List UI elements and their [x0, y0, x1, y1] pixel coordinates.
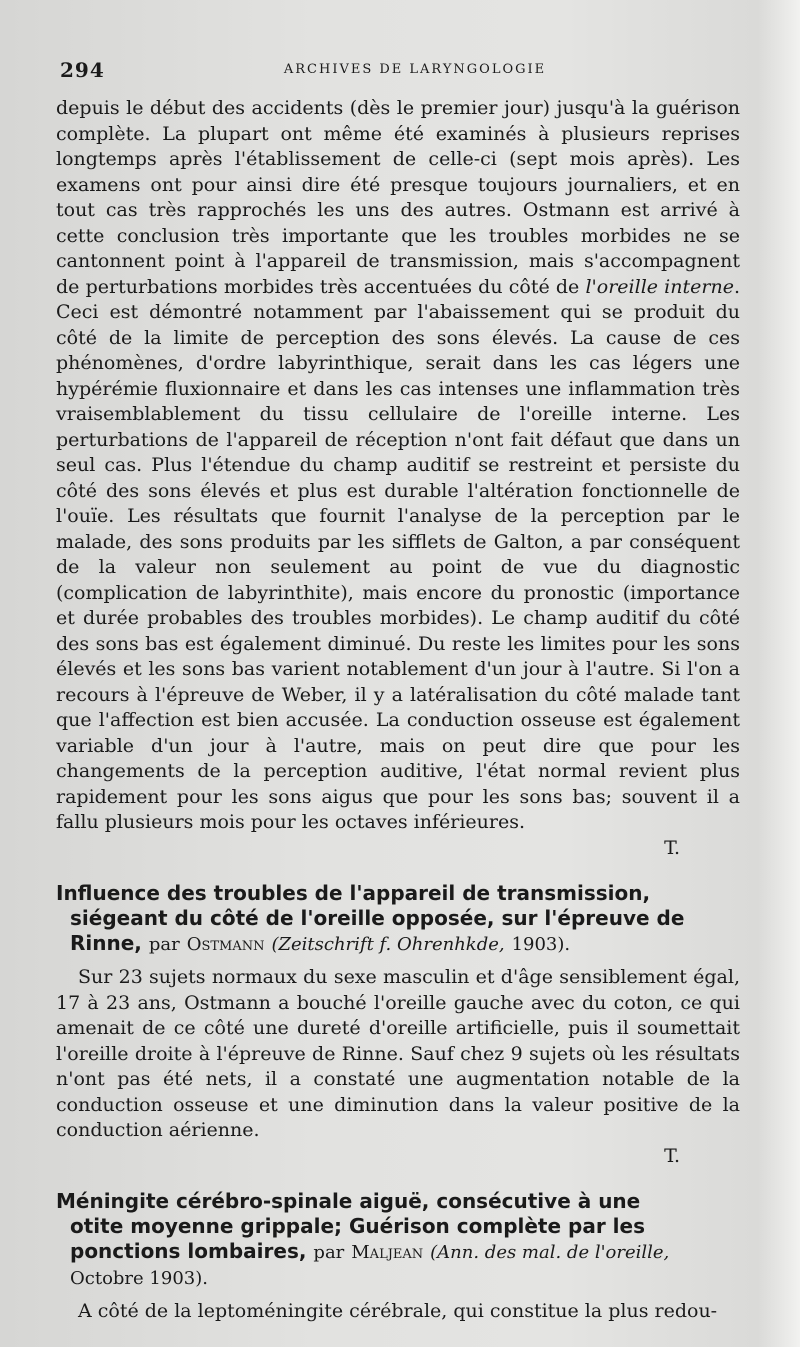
article2-title-line1: Influence des troubles de l'appareil de transmission, — [56, 881, 651, 905]
article3-title — [56, 1189, 740, 1291]
article2-journal: (Zeitschrift f. Ohrenhkde, — [271, 934, 505, 955]
article2-title-line3: Rinne, — [70, 931, 142, 955]
article2-author: Ostmann — [186, 934, 265, 955]
page-edge-shadow — [758, 0, 800, 1347]
section1-text-b: . Ceci est démontré notamment par l'abaissement qui se produit du côté de la limite de perception des sons élevés. La cause de ces phénomènes, d'ordre labyrinthique, serait dans les cas légers une hypérémie fluxionnaire et dans les cas intenses une inflammation très vraisemblablement du tissu cellulaire de l'oreille interne. Les perturbations de l'appareil de réception n'ont fait défaut que dans un seul cas. Plus l'étendue du champ auditif se restreint et persiste du côté des sons élevés et plus est durable l'altération fonctionnelle de l'ouïe. Les résultats que fournit l'analyse de la perception par le malade, des sons produits par les sifflets de Galton, a par conséquent de la valeur non seulement au point de vue du diagnostic (complication de labyrinthite), mais encore du pronostic (importance et durée probables des troubles morbides). Le champ auditif du côté des sons bas est également diminué. Du reste les limites pour les sons élevés et les sons bas varient notablement d'un jour à l'autre. Si l'on a recours à l'épreuve de Weber, il y a latéralisation du côté malade tant que l'affection est bien accusée. La conduction osseuse est également variable d'un jour à l'autre, mais on peut dire que pour les changements de la perception auditive, l'état normal revient plus rapidement pour les sons aigus que pour les sons bas; souvent il a fallu plusieurs mois pour les octaves inférieures. — [56, 275, 740, 833]
article2-body: Sur 23 sujets normaux du sexe masculin et d'âge sensiblement égal, 17 à 23 ans, Ostmann a bouché l'oreille gauche avec du coton, ce qui amenait de ce côté une dureté d'oreille artificielle, puis il soumettait l'oreille droite à l'épreuve de Rinne. Sauf chez 9 sujets où les résultats n'ont pas été nets, il a constaté une augmentation notable de la conduction osseuse et une diminution dans la valeur positive de la conduction aérienne. — [56, 966, 740, 1141]
article3-title-line1: Méningite cérébro-spinale aiguë, consécutive à une — [56, 1189, 641, 1213]
article3-title-line3: ponctions lombaires, — [70, 1239, 307, 1263]
article3-body-start: A côté de la leptoméningite cérébrale, qui constitue la plus redou- — [78, 1300, 718, 1322]
section1-signature: T. — [664, 836, 680, 859]
article2-title-line2: siégeant du côté de l'oreille opposée, sur l'épreuve de — [70, 906, 685, 930]
page-body — [56, 96, 740, 1325]
italic-term: l'oreille interne — [585, 275, 734, 298]
article3-date: Octobre 1903). — [70, 1268, 208, 1289]
article3-author: Maljean — [351, 1242, 424, 1263]
page-number: 294 — [60, 58, 105, 82]
section1-text-a: depuis le début des accidents (dès le premier jour) jusqu'à la guérison complète. La plupart ont même été examinés à plusieurs reprises longtemps après l'établissement de celle-ci (sept mois après). Les examens ont pour ainsi dire été presque toujours journaliers, et en tout cas très rapprochés les uns des autres. Ostmann est arrivé à cette conclusion très importante que les troubles morbides ne se cantonnent point à l'appareil de transmission, mais s'accompagnent de perturbations morbides très accentuées du côté de — [56, 97, 740, 298]
section1-paragraph — [56, 96, 740, 836]
article2-signature: T. — [664, 1144, 680, 1167]
article3-title-line2: otite moyenne grippale; Guérison complète par les — [70, 1214, 645, 1238]
article2-title — [56, 881, 740, 957]
running-head: ARCHIVES DE LARYNGOLOGIE — [283, 62, 547, 77]
article3-par: par — [313, 1242, 345, 1263]
article2-par: par — [148, 934, 180, 955]
article2-year: 1903). — [511, 934, 571, 955]
article3-journal: (Ann. des mal. de l'oreille, — [430, 1242, 670, 1263]
page-header — [60, 58, 740, 88]
